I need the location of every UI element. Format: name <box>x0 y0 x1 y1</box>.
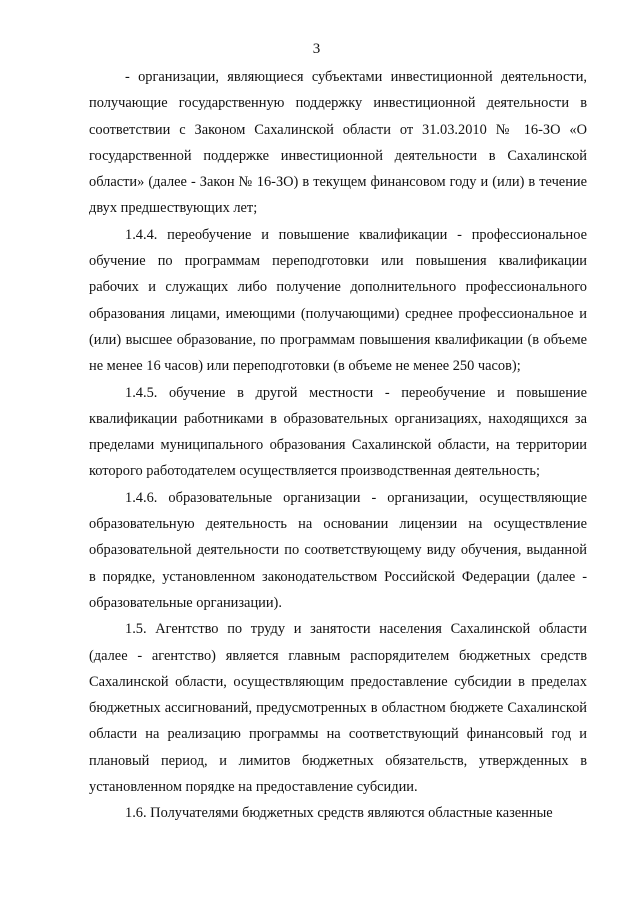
page-number: 3 <box>312 41 321 57</box>
document-body <box>89 64 587 827</box>
paragraph-1-6: 1.6. Получателями бюджетных средств являются областные казенные <box>125 805 553 822</box>
paragraph-1-5: 1.5. Агентство по труду и занятости населения Сахалинской области (далее - агентство) является главным распорядителем бюджетных средств Сахалинской области, осуществляющим предоставление субсидии в пределах бюджетных ассигнований, предусмотренных в областном бюджете Сахалинской области на реализацию программы на соответствующий финансовый год и плановый период, и лимитов бюджетных обязательств, утвержденных в установленном порядке на предоставление субсидии. <box>89 621 587 796</box>
paragraph-1-4-5: 1.4.5. обучение в другой местности - переобучение и повышение квалификации работниками в образовательных организациях, находящихся за пределами муниципального образования Сахалинской области, на территории которого работодателем осуществляется производственная деятельность; <box>89 384 587 480</box>
paragraph-1-4-4: 1.4.4. переобучение и повышение квалификации - профессиональное обучение по программам переподготовки или повышения квалификации рабочих и служащих либо получение дополнительного профессионального образования лицами, имеющими (получающими) среднее профессиональное и (или) высшее образование, по программам повышения квалификации (в объеме не менее 16 часов) или переподготовки (в объеме не менее 250 часов); <box>89 226 587 375</box>
paragraph-1-4-6: 1.4.6. образовательные организации - организации, осуществляющие образовательную деятельность на основании лицензии на осуществление образовательной деятельности по соответствующему виду обучения, выданной в порядке, установленном законодательством Российской Федерации (далее - образовательные организации). <box>89 489 587 611</box>
paragraph-investment-organizations: - организации, являющиеся субъектами инвестиционной деятельности, получающие государственную поддержку инвестиционной деятельности в соответствии с Законом Сахалинской области от 31.03.2010 № 16-ЗО «О государственной поддержке инвестиционной деятельности в Сахалинской области» (далее - Закон № 16-ЗО) в текущем финансовом году и (или) в течение двух предшествующих лет; <box>89 69 587 217</box>
